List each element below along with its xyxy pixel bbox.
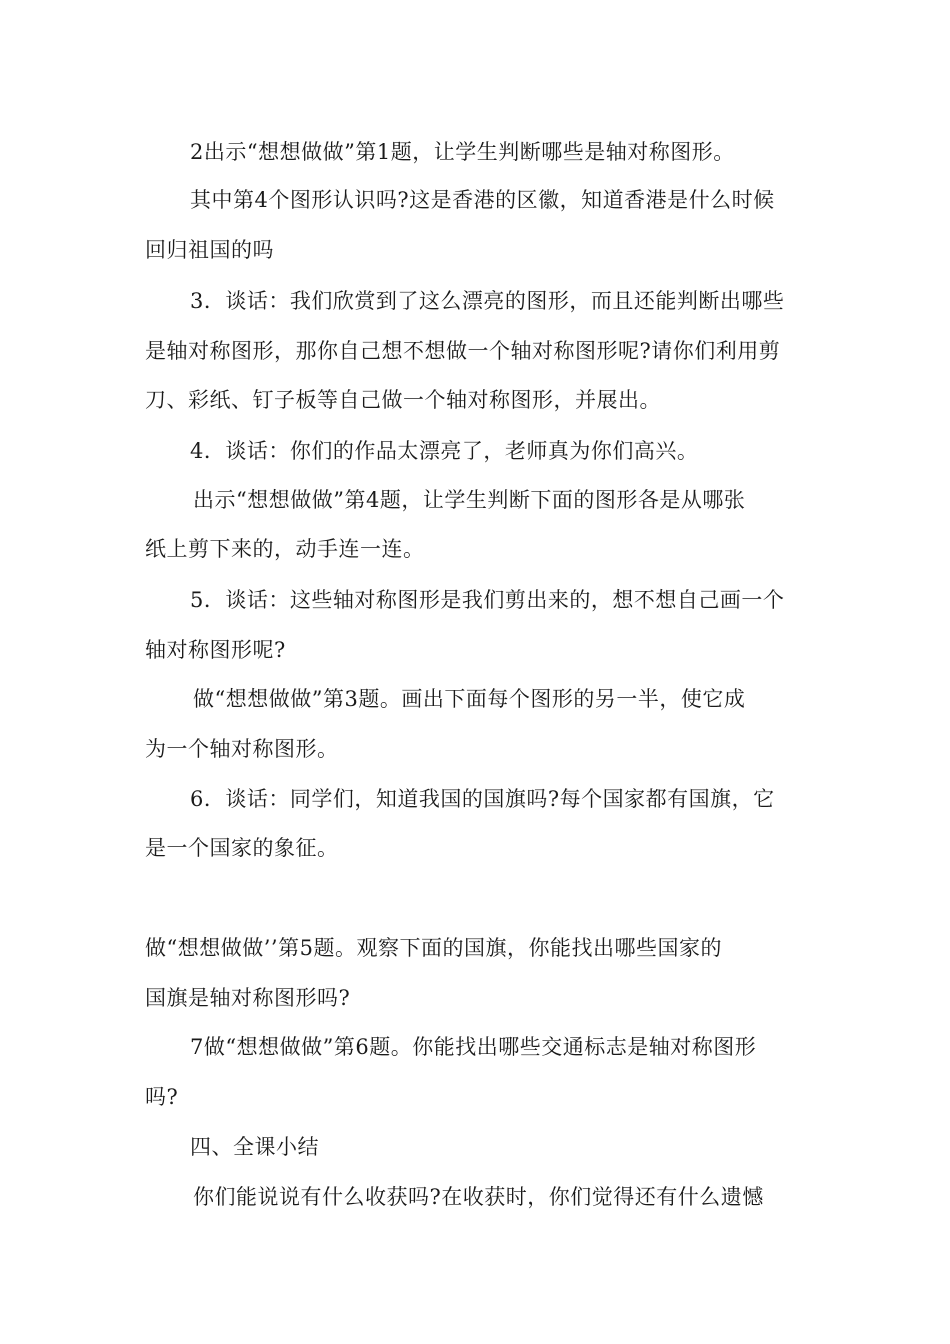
text-line: 2出示“想想做做”第1题，让学生判断哪些是轴对称图形。 — [190, 140, 735, 164]
text-line: 为一个轴对称图形。 — [145, 737, 339, 761]
text-line: 是一个国家的象征。 — [145, 836, 339, 860]
text-line: 国旗是轴对称图形吗? — [145, 986, 351, 1010]
text-line: 吗? — [145, 1085, 179, 1109]
text-line: 纸上剪下来的，动手连一连。 — [145, 537, 425, 561]
text-line: 出示“想想做做”第4题，让学生判断下面的图形各是从哪张 — [193, 488, 746, 512]
text-line: 7做“想想做做”第6题。你能找出哪些交通标志是轴对称图形 — [190, 1035, 757, 1059]
section-heading: 四、全课小结 — [190, 1135, 319, 1159]
text-line: 刀、彩纸、钉子板等自己做一个轴对称图形，并展出。 — [145, 388, 661, 412]
text-line: 做“想想做做”第3题。画出下面每个图形的另一半，使它成 — [193, 687, 746, 711]
text-line: 4．谈话：你们的作品太漂亮了，老师真为你们高兴。 — [190, 439, 699, 463]
text-line: 你们能说说有什么收获吗?在收获时，你们觉得还有什么遗憾 — [193, 1185, 764, 1209]
text-line: 轴对称图形呢? — [145, 638, 286, 662]
text-line: 回归祖国的吗 — [145, 238, 274, 262]
text-line: 其中第4个图形认识吗?这是香港的区徽，知道香港是什么时候 — [190, 188, 775, 212]
text-line: 做“想想做做’’第5题。观察下面的国旗，你能找出哪些国家的 — [145, 936, 722, 960]
text-line: 6．谈话：同学们，知道我国的国旗吗?每个国家都有国旗，它 — [190, 787, 775, 811]
text-line: 是轴对称图形，那你自己想不想做一个轴对称图形呢?请你们利用剪 — [145, 339, 781, 363]
text-line: 3．谈话：我们欣赏到了这么漂亮的图形，而且还能判断出哪些 — [190, 289, 785, 313]
text-line: 5．谈话：这些轴对称图形是我们剪出来的，想不想自己画一个 — [190, 588, 785, 612]
